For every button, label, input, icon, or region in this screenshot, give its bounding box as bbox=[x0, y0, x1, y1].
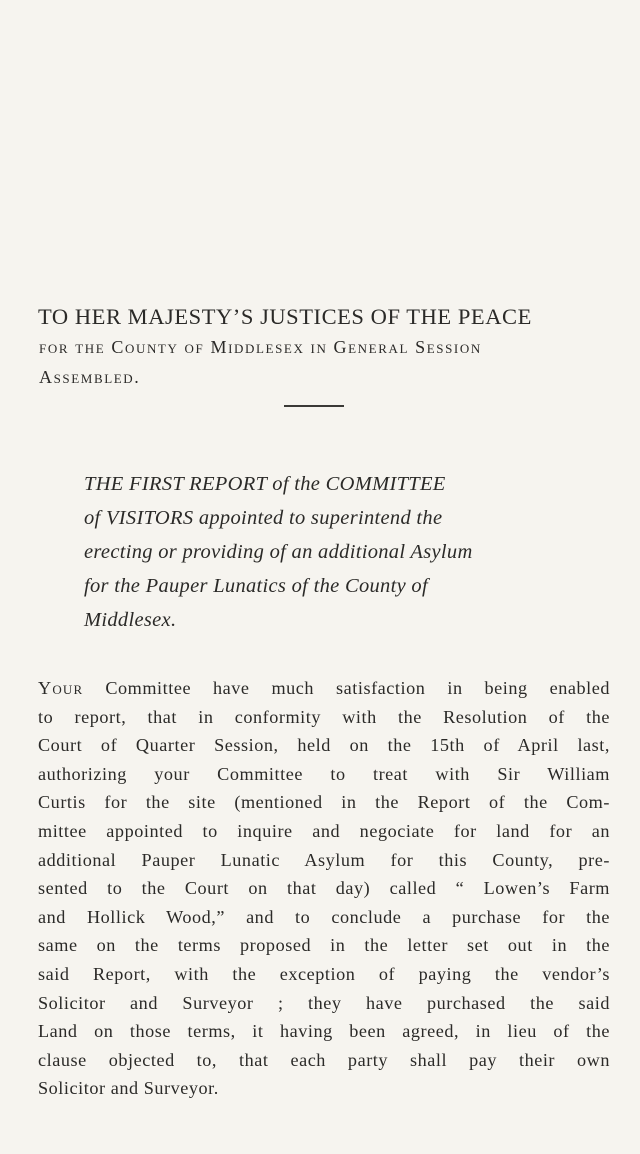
report-title-line: for the Pauper Lunatics of the County of bbox=[84, 575, 428, 597]
body-line: mittee appointed to inquire and negociate for land for an bbox=[38, 820, 610, 841]
report-title-line: of VISITORS appointed to superintend the bbox=[84, 507, 443, 529]
body-line: said Report, with the exception of paying the vendor’s bbox=[38, 963, 610, 984]
address-line-1: TO HER MAJESTY’S JUSTICES OF THE PEACE bbox=[38, 304, 532, 329]
body-line: clause objected to, that each party shall pay their own bbox=[38, 1049, 610, 1070]
report-title-line: erecting or providing of an additional Asylum bbox=[84, 541, 473, 563]
body-first-line-rest: Committee have much satisfaction in being enabled bbox=[83, 678, 610, 698]
report-title-line: Middlesex. bbox=[84, 609, 177, 631]
address-line-2: for the County of Middlesex in General Session bbox=[39, 337, 482, 357]
body-line bbox=[38, 674, 610, 703]
body-line: Solicitor and Surveyor. bbox=[38, 1078, 219, 1099]
body-line: to report, that in conformity with the Resolution of the bbox=[38, 706, 610, 727]
body-line: sented to the Court on that day) called “ Lowen’s Farm bbox=[38, 878, 610, 899]
report-title bbox=[84, 467, 604, 637]
body-first-word: Your bbox=[38, 678, 84, 698]
body-line: Court of Quarter Session, held on the 15th of April last, bbox=[38, 735, 610, 756]
body-line: Solicitor and Surveyor ; they have purchased the said bbox=[38, 992, 610, 1013]
body-line: and Hollick Wood,” and to conclude a purchase for the bbox=[38, 906, 610, 927]
body-paragraph bbox=[38, 674, 610, 1103]
body-line: authorizing your Committee to treat with Sir William bbox=[38, 763, 610, 784]
body-line: Curtis for the site (mentioned in the Report of the Com- bbox=[38, 792, 610, 813]
body-line: additional Pauper Lunatic Asylum for this County, pre- bbox=[38, 849, 610, 870]
address-line-3: Assembled. bbox=[39, 367, 141, 387]
address-heading bbox=[38, 302, 608, 392]
section-divider bbox=[284, 405, 344, 407]
report-title-line: THE FIRST REPORT of the COMMITTEE bbox=[84, 473, 446, 495]
body-line: same on the terms proposed in the letter set out in the bbox=[38, 935, 610, 956]
body-line: Land on those terms, it having been agreed, in lieu of the bbox=[38, 1021, 610, 1042]
